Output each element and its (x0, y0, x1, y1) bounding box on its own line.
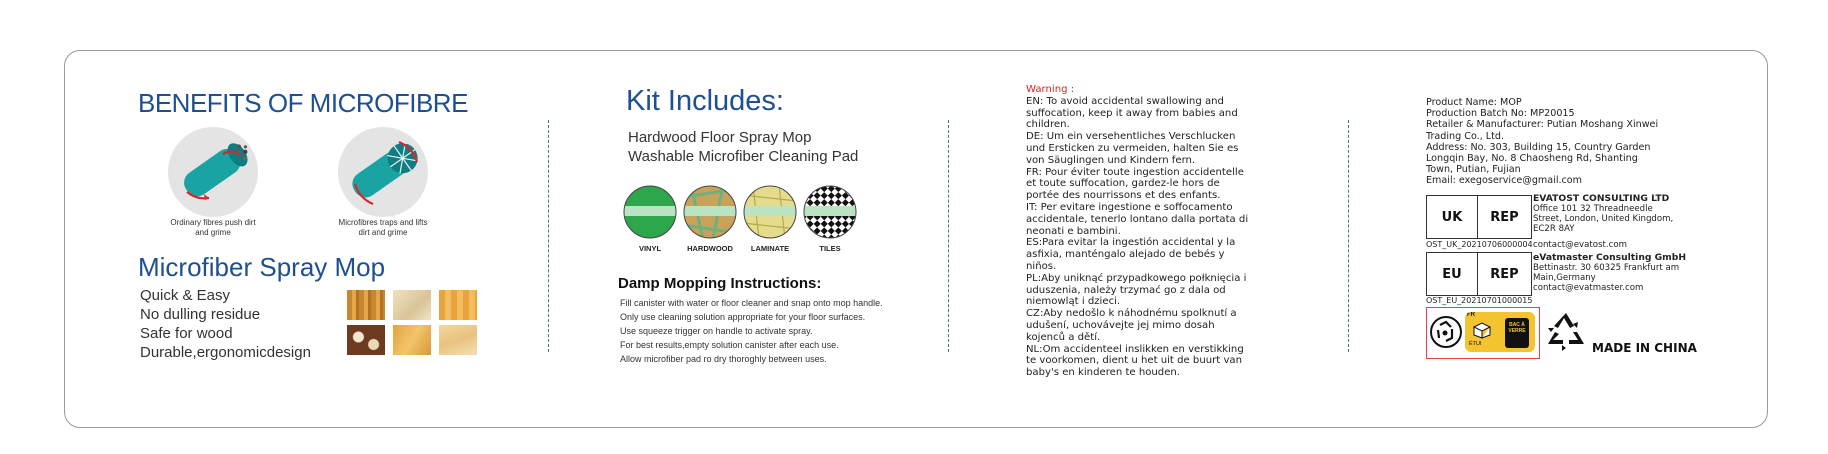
instructions-title: Damp Mopping Instructions: (618, 275, 822, 292)
eu-address-line: Bettinastr. 30 60325 Frankfurt am (1533, 263, 1680, 273)
hardwood-floor-icon (683, 185, 737, 239)
floor-label-hardwood: HARDWOOD (687, 244, 733, 253)
floor-swatch-light (439, 325, 477, 355)
kit-title: Kit Includes: (626, 85, 784, 117)
kit-items (628, 128, 858, 166)
warning-line: udušení, uchovávejte jej mimo dosah (1026, 319, 1215, 331)
floor-swatch-stone (393, 290, 431, 320)
instruction-step: Use squeeze trigger on handle to activate spray. (620, 326, 813, 336)
box-icon (1471, 321, 1493, 339)
warning-line: ES:Para evitar la ingestión accidental y la (1026, 237, 1236, 249)
warning-line: uduszenia, należy trzymać go z dala od (1026, 284, 1226, 296)
uk-rep-box (1426, 195, 1532, 239)
product-info-line: Trading Co., Ltd. (1426, 130, 1505, 142)
made-in-label: MADE IN CHINA (1592, 341, 1697, 355)
panel-separator (548, 120, 549, 352)
warning-panel (1026, 84, 1276, 379)
eu-rep-box (1426, 252, 1532, 296)
uk-rep-details (1533, 194, 1733, 234)
fibre-caption-line: Ordinary fibres push dirt (170, 218, 256, 227)
warning-line: kojenců a dětí. (1026, 331, 1101, 343)
product-info-line: Production Batch No: MP20015 (1426, 108, 1575, 120)
product-subtitle: Microfiber Spray Mop (138, 252, 386, 282)
eu-code: OST_EU_20210701000015 (1426, 296, 1533, 305)
floor-swatch-honey (393, 325, 431, 355)
bin-label: BAC À VERRE (1508, 322, 1526, 334)
warning-line: von Säuglingen und Kindern fern. (1026, 154, 1196, 166)
eco-label-box (1426, 307, 1540, 359)
floor-label-laminate: LAMINATE (750, 244, 790, 253)
warning-line: asfixia, manténgalo alejado de bebés y (1026, 249, 1225, 261)
benefits-title: BENEFITS OF MICROFIBRE (138, 88, 468, 118)
uk-company: EVATOST CONSULTING LTD (1533, 193, 1670, 204)
warning-line: und Ersticken zu vermeiden, halten Sie es (1026, 142, 1239, 154)
warning-line: PL:Aby uniknąć przypadkowego połknięcia i (1026, 272, 1247, 284)
warning-line: EN: To avoid accidental swallowing and (1026, 95, 1224, 107)
kit-item: Washable Microfiber Cleaning Pad (628, 148, 859, 165)
recycle-bin-icon (1505, 318, 1529, 348)
instruction-step: Fill canister with water or floor cleaner and snap onto mop handle. (620, 298, 883, 308)
info-tri-panel (1465, 312, 1535, 352)
vinyl-floor-icon (623, 185, 677, 239)
eu-contact: contact@evatmaster.com (1533, 283, 1644, 293)
uk-rep-label: REP (1490, 209, 1519, 225)
microfibre-icon (337, 126, 429, 218)
fibre-caption-line: dirt and grime (358, 228, 408, 237)
floor-swatch-oak (439, 290, 477, 320)
warning-line: children. (1026, 119, 1070, 131)
product-info (1426, 97, 1726, 187)
eu-address-line: Main,Germany (1533, 273, 1596, 283)
panel-separator (1348, 120, 1349, 352)
product-info-line: Town, Putian, Fujian (1426, 164, 1521, 176)
floor-swatch-dark (347, 325, 385, 355)
uk-country: UK (1427, 196, 1478, 238)
product-info-line: Retailer & Manufacturer: Putian Moshang Xinwei (1426, 119, 1659, 131)
floor-label-tiles: TILES (819, 244, 841, 253)
warning-line: suffocation, keep it away from babies and (1026, 107, 1238, 119)
warning-line: portée des nourrissons et des enfants. (1026, 190, 1221, 202)
warning-line: te voorkomen, dient u het uit de buurt van (1026, 355, 1243, 367)
panel-separator (948, 120, 949, 352)
warning-line: neonati e bambini. (1026, 225, 1121, 237)
uk-address-line: Street, London, United Kingdom, (1533, 214, 1674, 224)
floor-swatch-wood (347, 290, 385, 320)
feature-item: Durable,ergonomicdesign (140, 344, 311, 361)
feature-item: Safe for wood (140, 325, 233, 342)
feature-item: No dulling residue (140, 306, 261, 323)
eu-rep-label: REP (1490, 266, 1519, 282)
warning-line: accidentale, tenerlo lontano dalla portata di (1026, 213, 1249, 225)
uk-address-line: Office 101 32 Threadneedle (1533, 204, 1653, 214)
product-info-line: Longqin Bay, No. 8 Chaosheng Rd, Shanting (1426, 153, 1638, 165)
feature-list (140, 286, 311, 362)
warning-line: niemowląt i dzieci. (1026, 296, 1121, 308)
uk-code: OST_UK_20210706000004 (1426, 240, 1533, 249)
laminate-floor-icon (743, 185, 797, 239)
recycle-icon (1544, 310, 1588, 354)
eu-country: EU (1427, 253, 1478, 295)
warning-line: niños. (1026, 260, 1057, 272)
fibre-caption-line: Microfibres traps and lifts (338, 218, 428, 227)
warning-line: NL:Om accidenteel inslikken en verstikking (1026, 343, 1244, 355)
floor-label-vinyl: VINYL (638, 244, 662, 253)
info-tri-country: FR (1467, 312, 1475, 318)
warning-label: Warning : (1026, 84, 1075, 95)
product-info-line: Address: No. 303, Building 15, Country Garden (1426, 141, 1651, 153)
instruction-step: For best results,empty solution canister after each use. (620, 340, 839, 350)
product-info-line: Email: exegoservice@gmail.com (1426, 175, 1583, 187)
warning-line: CZ:Aby nedošlo k náhodnému spolknutí a (1026, 308, 1237, 320)
warning-line: FR: Pour éviter toute ingestion accidentelle (1026, 166, 1244, 178)
warning-line: baby's en kinderen te houden. (1026, 367, 1181, 379)
product-info-line: Product Name: MOP (1426, 97, 1522, 108)
warning-line: IT: Per evitare ingestione e soffocamento (1026, 201, 1233, 213)
instruction-steps (620, 296, 883, 366)
instruction-step: Allow microfiber pad ro dry thoroghly between uses. (620, 354, 827, 364)
tiles-floor-icon (803, 185, 857, 239)
kit-item: Hardwood Floor Spray Mop (628, 129, 812, 146)
instruction-step: Only use cleaning solution appropriate for your floor surfaces. (620, 312, 866, 322)
info-tri-etui: ÉTUI (1469, 341, 1482, 347)
ordinary-fibre-icon (167, 126, 259, 218)
eu-company: eVatmaster Consulting GmbH (1533, 252, 1687, 263)
uk-contact: contact@evatost.com (1533, 240, 1627, 250)
eu-rep-details (1533, 253, 1733, 293)
triman-icon (1430, 316, 1462, 348)
warning-line: DE: Um ein versehentliches Verschlucken (1026, 131, 1236, 143)
feature-item: Quick & Easy (140, 287, 231, 304)
fibre-caption-line: and grime (195, 228, 231, 237)
warning-line: et toute suffocation, gardez-le hors de (1026, 178, 1220, 190)
uk-address-line: EC2R 8AY (1533, 224, 1575, 234)
